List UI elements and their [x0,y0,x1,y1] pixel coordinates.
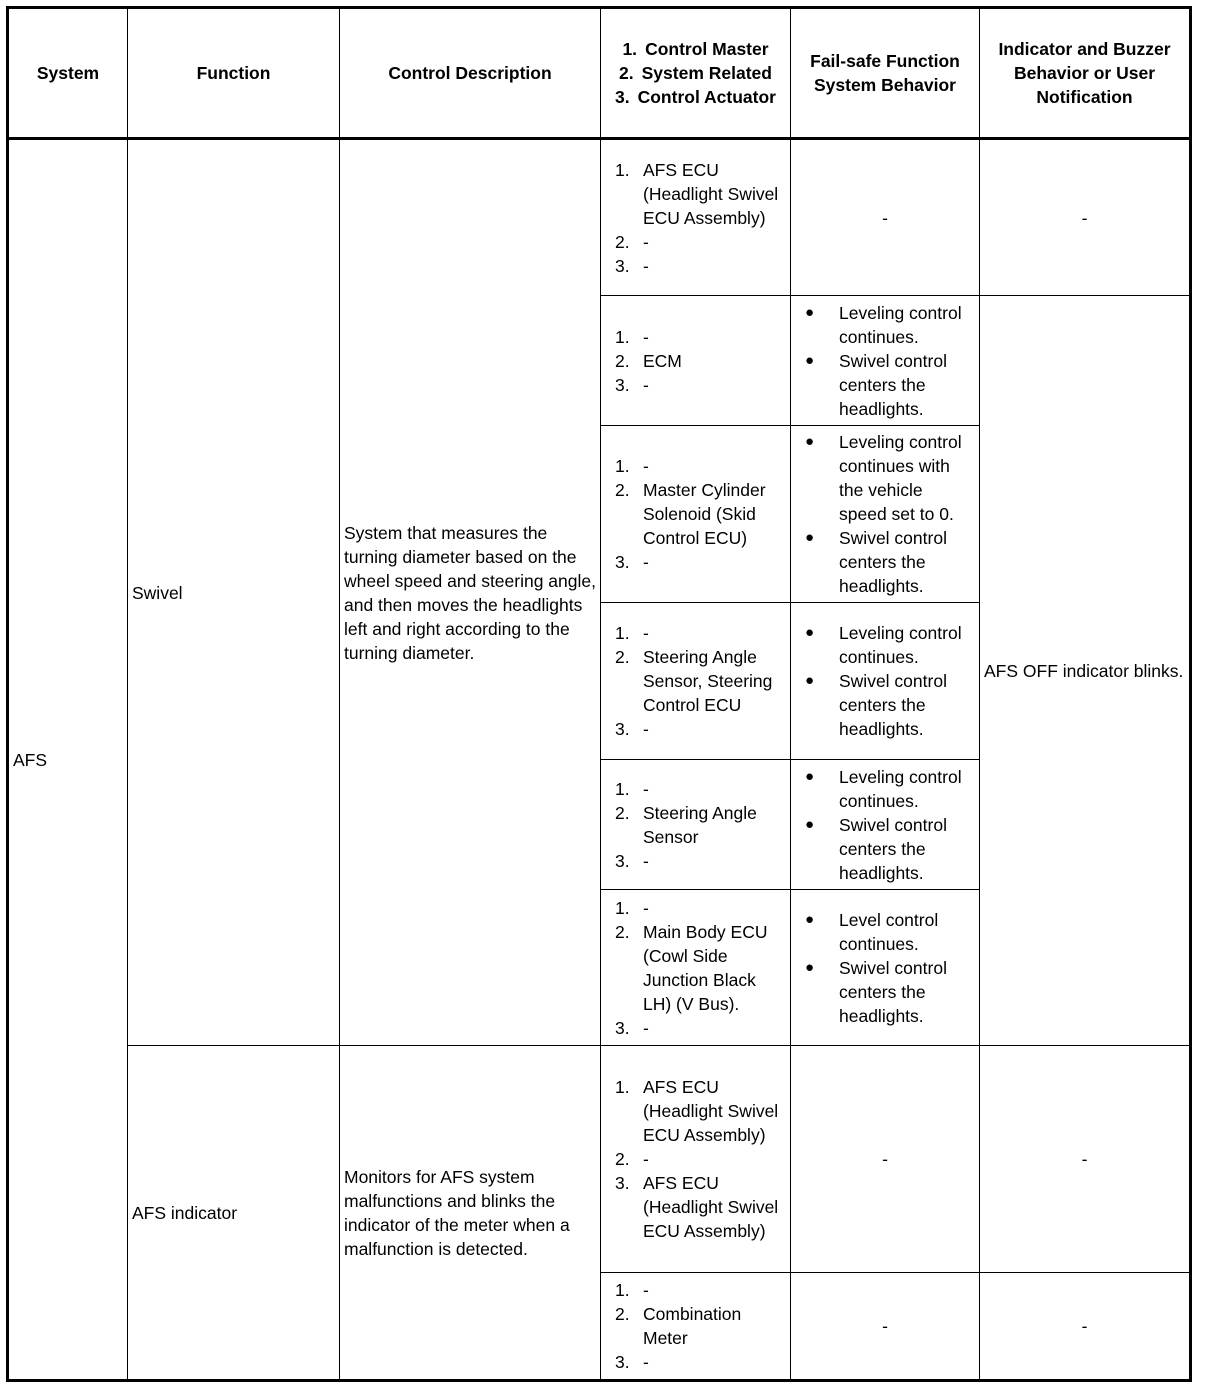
num: 3. [615,1173,630,1193]
actuator-cell [601,1046,791,1273]
text: - [643,552,649,572]
num: 1. [615,778,630,799]
text: Swivel control centers the headlights. [839,671,947,739]
indicator-cell: - [980,1046,1191,1273]
system-cell: AFS [8,139,128,1381]
text: - [643,719,649,739]
num: 2. [615,647,630,667]
failsafe-cell [791,890,980,1046]
failsafe-cell [791,760,980,890]
failsafe-cell [791,603,980,760]
num: 1. [615,326,630,347]
header-row [8,8,1191,139]
text: - [643,231,649,252]
text: - [643,778,649,799]
text: - [643,1352,649,1372]
bullet-icon: ● [805,958,815,976]
actuator-cell [601,1273,791,1381]
actuator-cell [601,426,791,603]
table-row [8,1046,1191,1273]
num: 2. [615,1304,630,1324]
text: - [643,326,649,347]
text: - [643,456,649,476]
indicator-cell: - [980,139,1191,296]
text: Swivel control centers the headlights. [839,814,947,883]
indicator-cell: - [980,1273,1191,1381]
text: Steering Angle Sensor [643,802,757,847]
header-indicator: Indicator and Buzzer Behavior or User Notification [980,8,1191,139]
text: Swivel control centers the headlights. [839,528,947,596]
num: 1. [615,456,630,476]
bullet-icon: ● [805,910,815,928]
num: 2. [615,921,630,942]
text: Leveling control continues. [839,623,962,667]
actuator-cell [601,890,791,1046]
num: 1. [615,623,630,643]
bullet-icon: ● [805,303,815,321]
num: 1. [615,1077,630,1097]
num: 3. [615,850,630,871]
text: - [643,255,649,276]
text: - [643,850,649,871]
text: - [643,1017,649,1038]
bullet-icon: ● [805,767,815,785]
bullet-icon: ● [805,815,815,833]
text: Main Body ECU (Cowl Side Junction Black LH) (V Bus). [643,921,768,1014]
num: 2. [615,231,630,252]
text: Combination Meter [643,1304,742,1348]
afs-control-table [6,6,1192,1382]
num: 1. [615,159,630,180]
text: Steering Angle Sensor, Steering Control ECU [643,647,773,715]
header-system: System [8,8,128,139]
bullet-icon: ● [805,351,815,369]
bullet-icon: ● [805,672,815,689]
num: 3. [615,255,630,276]
bullet-icon: ● [805,624,815,641]
header-failsafe: Fail-safe Function System Behavior [791,8,980,139]
text: Level control continues. [839,909,939,954]
text: AFS ECU (Headlight Swivel ECU Assembly) [643,159,779,228]
actuator-cell [601,760,791,890]
text: - [643,1149,649,1169]
failsafe-cell: - [791,139,980,296]
actuator-cell [601,139,791,296]
num: 2. [615,1149,630,1169]
num: 2. [615,480,630,500]
label: System Related [641,63,772,83]
indicator-cell: AFS OFF indicator blinks. [980,296,1191,1046]
num: 2. [615,802,630,823]
header-function: Function [128,8,340,139]
text: Swivel control centers the headlights. [839,350,947,419]
text: Leveling control continues with the vehicle speed set to 0. [839,432,962,524]
num: 2. [619,63,634,83]
actuator-cell [601,296,791,426]
description-cell: System that measures the turning diameter based on the wheel speed and steering angle, and then moves the headlights left and right according to the turning diameter. [340,139,601,1046]
label: Control Master [645,39,769,59]
failsafe-cell: - [791,1046,980,1273]
text: Leveling control continues. [839,302,962,347]
actuator-cell [601,603,791,760]
function-cell: Swivel [128,139,340,1046]
text: AFS ECU (Headlight Swivel ECU Assembly) [643,1077,779,1145]
function-cell: AFS indicator [128,1046,340,1381]
num: 3. [615,87,630,107]
failsafe-cell [791,296,980,426]
text: - [643,623,649,643]
num: 3. [615,1352,630,1372]
label: Control Actuator [637,87,776,107]
num: 2. [615,350,630,371]
num: 1. [615,897,630,918]
text: ECM [643,350,682,371]
description-cell: Monitors for AFS system malfunctions and blinks the indicator of the meter when a malfunction is detected. [340,1046,601,1381]
num: 3. [615,719,630,739]
num: 3. [615,374,630,395]
num: 1. [622,39,638,59]
bullet-icon: ● [805,529,815,546]
table-row [8,139,1191,296]
text: - [643,1280,649,1300]
num: 3. [615,552,630,572]
num: 1. [615,1280,630,1300]
failsafe-cell: - [791,1273,980,1381]
bullet-icon: ● [805,433,815,450]
text: Leveling control continues. [839,766,962,811]
header-control-description: Control Description [340,8,601,139]
header-actuator [601,8,791,139]
text: - [643,374,649,395]
num: 3. [615,1017,630,1038]
text: Master Cylinder Solenoid (Skid Control ECU) [643,480,766,548]
text: AFS ECU (Headlight Swivel ECU Assembly) [643,1173,779,1241]
text: - [643,897,649,918]
failsafe-cell [791,426,980,603]
text: Swivel control centers the headlights. [839,957,947,1026]
